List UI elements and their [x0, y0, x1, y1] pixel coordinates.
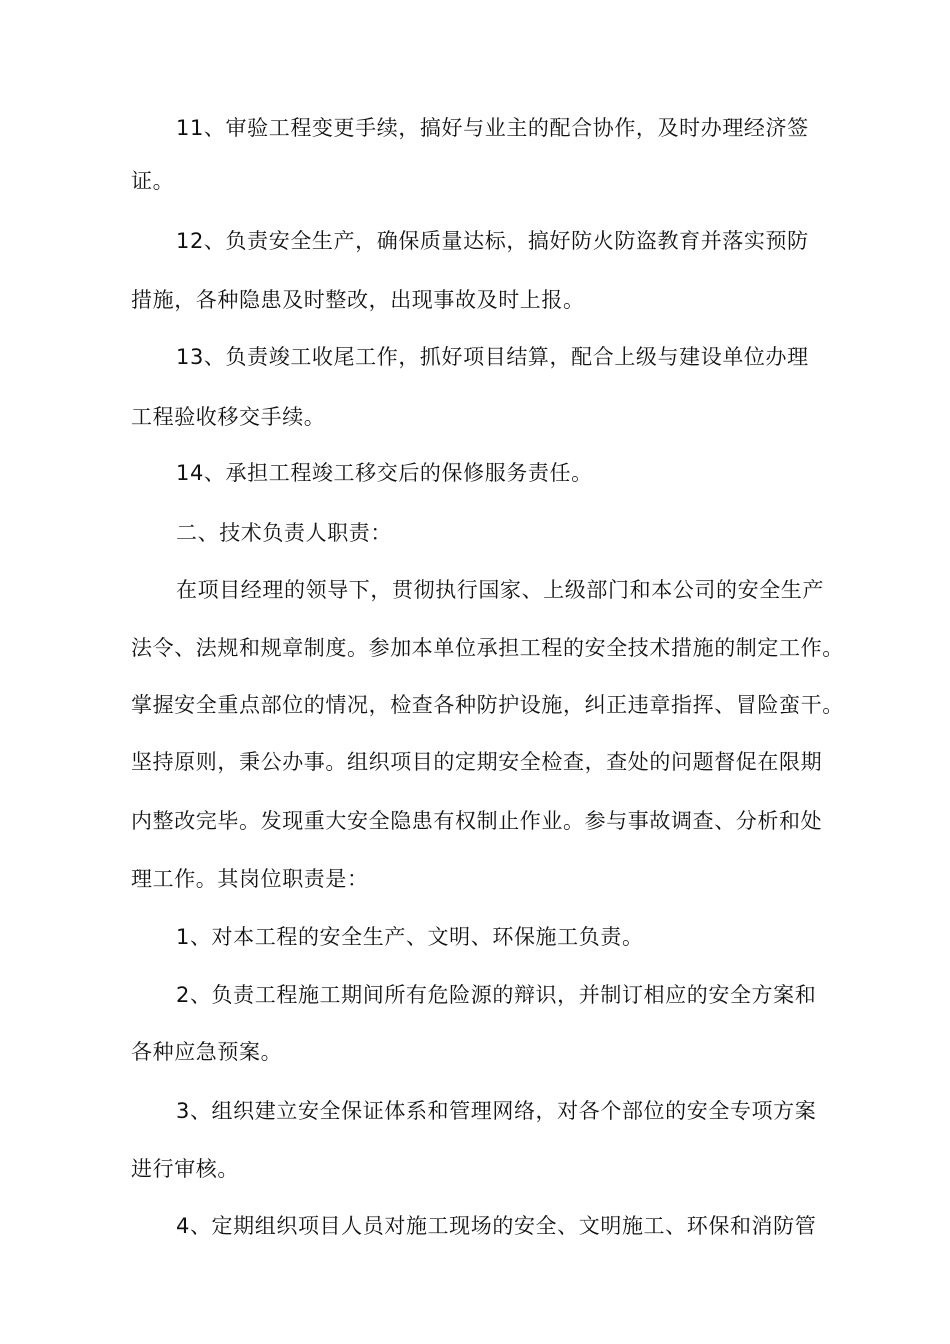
paragraph-line: 法令、法规和规章制度。参加本单位承担工程的安全技术措施的制定工作。: [131, 636, 844, 660]
paragraph-line: 2、负责工程施工期间所有危险源的辩识，并制订相应的安全方案和: [176, 983, 817, 1007]
paragraph-line: 11、审验工程变更手续，搞好与业主的配合协作，及时办理经济签: [176, 116, 809, 140]
paragraph-line: 掌握安全重点部位的情况，检查各种防护设施，纠正违章指挥、冒险蛮干。: [131, 693, 844, 717]
paragraph-line: 在项目经理的领导下，贯彻执行国家、上级部门和本公司的安全生产: [176, 578, 824, 602]
paragraph-line: 理工作。其岗位职责是：: [131, 867, 369, 891]
paragraph-line: 证。: [131, 169, 175, 193]
paragraph-line: 各种应急预案。: [131, 1040, 283, 1064]
paragraph-line: 1、对本工程的安全生产、文明、环保施工负责。: [176, 925, 644, 949]
paragraph-line: 14、承担工程竣工移交后的保修服务责任。: [176, 461, 593, 485]
paragraph-line: 进行审核。: [131, 1157, 239, 1181]
paragraph-line: 措施，各种隐患及时整改，出现事故及时上报。: [131, 288, 585, 312]
paragraph-line: 4、定期组织项目人员对施工现场的安全、文明施工、环保和消防管: [176, 1214, 817, 1238]
paragraph-line: 12、负责安全生产，确保质量达标，搞好防火防盗教育并落实预防: [176, 229, 809, 253]
paragraph-line: 工程验收移交手续。: [131, 405, 326, 429]
paragraph-line: 内整改完毕。发现重大安全隐患有权制止作业。参与事故调查、分析和处: [131, 809, 823, 833]
paragraph-line: 13、负责竣工收尾工作，抓好项目结算，配合上级与建设单位办理: [176, 345, 809, 369]
paragraph-line: 坚持原则，秉公办事。组织项目的定期安全检查，查处的问题督促在限期: [131, 750, 823, 774]
section-heading: 二、技术负责人职责：: [176, 521, 392, 545]
paragraph-line: 3、组织建立安全保证体系和管理网络，对各个部位的安全专项方案: [176, 1099, 817, 1123]
